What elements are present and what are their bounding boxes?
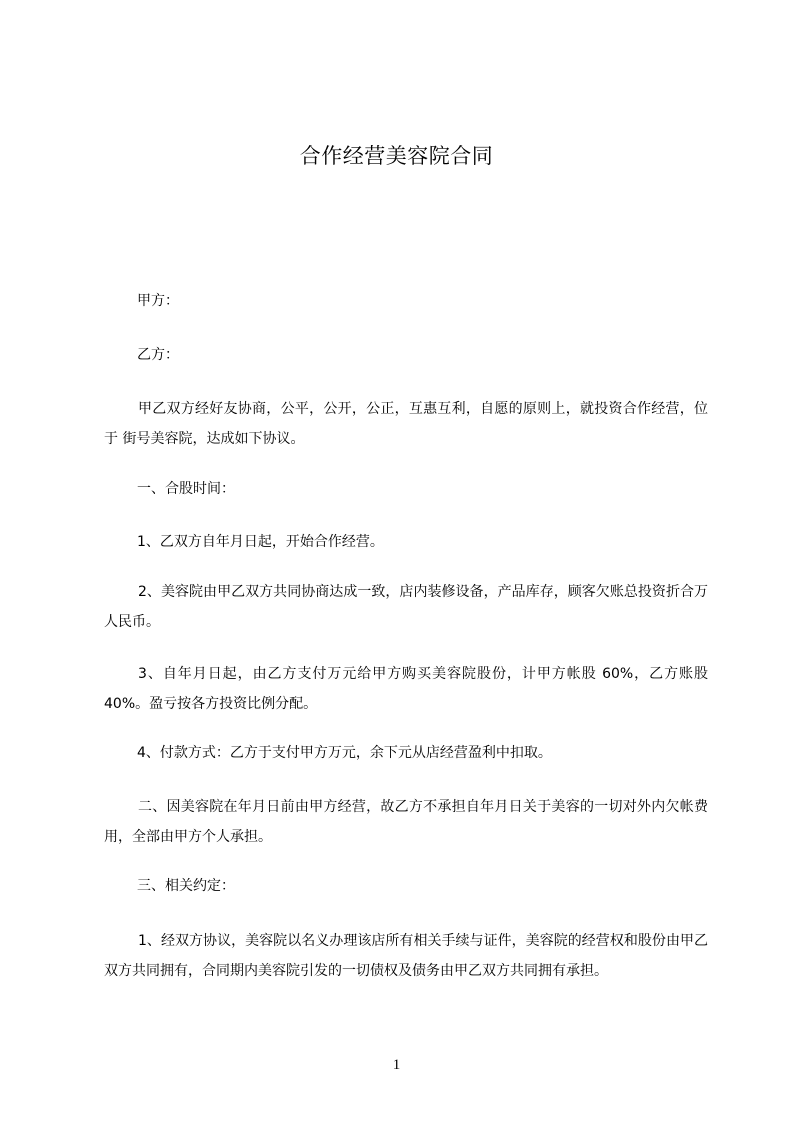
section-1-item-4: 4、付款方式：乙方于支付甲方万元，余下元从店经营盈利中扣取。 bbox=[137, 745, 552, 761]
section-1-heading: 一、合股时间： bbox=[137, 481, 235, 497]
section-2-paragraph: 二、因美容院在年月日前由甲方经营，故乙方不承担自年月日关于美容的一切对外内欠帐费用，全部由甲方个人承担。 bbox=[104, 799, 708, 845]
page-number: 1 bbox=[392, 1057, 401, 1073]
section-1-item-3: 3、自年月日起，由乙方支付万元给甲方购买美容院股份，计甲方帐股 60%，乙方账股 40%。盈亏按各方投资比例分配。 bbox=[104, 666, 708, 712]
intro-paragraph: 甲乙双方经好友协商，公平，公开，公正，互惠互利，自愿的原则上，就投资合作经营，位于 街号美容院，达成如下协议。 bbox=[104, 401, 708, 447]
section-3-heading: 三、相关约定： bbox=[137, 878, 235, 894]
party-a-line: 甲方： bbox=[137, 293, 179, 309]
section-3-item-1: 1、经双方协议，美容院以名义办理该店所有相关手续与证件，美容院的经营权和股份由甲乙双方共同拥有，合同期内美容院引发的一切债权及债务由甲乙双方共同拥有承担。 bbox=[104, 933, 708, 979]
section-1-item-1: 1、乙双方自年月日起，开始合作经营。 bbox=[137, 534, 384, 550]
section-1-item-2: 2、美容院由甲乙双方共同协商达成一致，店内装修设备，产品库存，顾客欠账总投资折合万人民币。 bbox=[104, 584, 708, 630]
document-title: 合作经营美容院合同 bbox=[299, 144, 494, 168]
party-b-line: 乙方： bbox=[137, 347, 179, 363]
